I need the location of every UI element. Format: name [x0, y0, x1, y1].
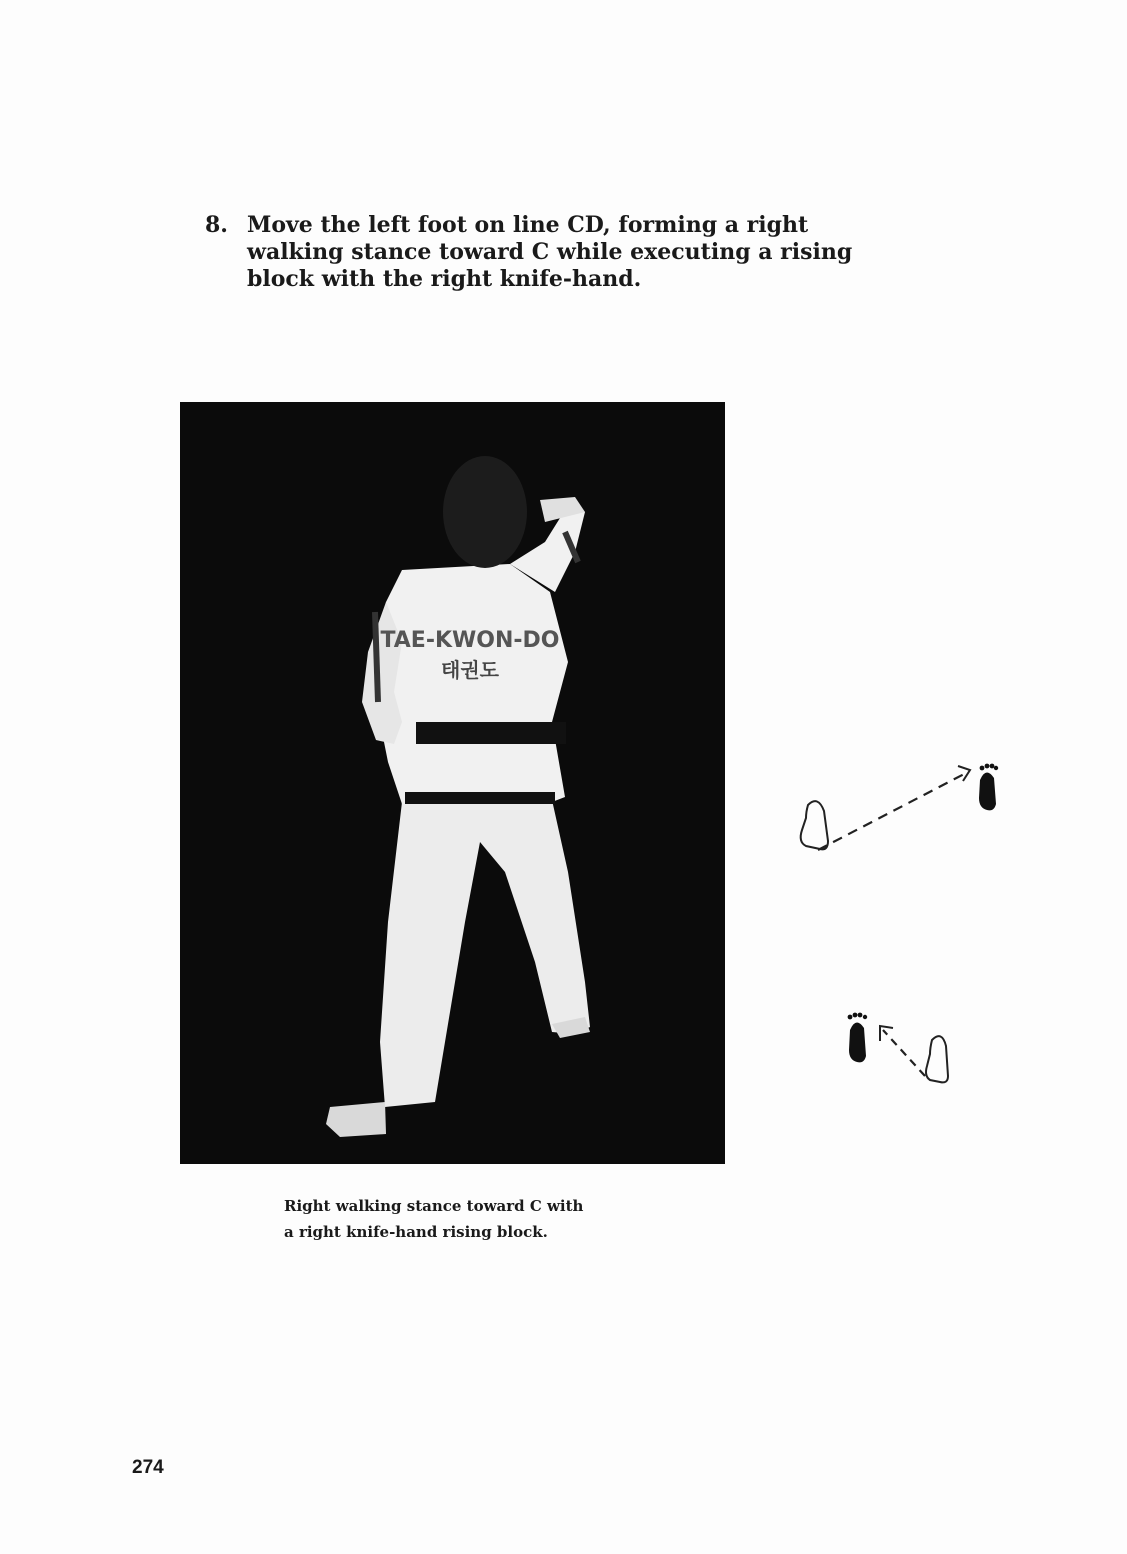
dashed-arrow-bottom	[883, 1030, 925, 1076]
step-number: 8.	[205, 212, 228, 238]
caption-line-1: Right walking stance toward C with	[284, 1197, 584, 1215]
outline-right-footprint-bottom	[926, 1036, 948, 1082]
taekwondo-photo	[180, 402, 725, 1164]
solid-right-footprint-top	[979, 764, 998, 811]
step-instruction	[205, 212, 895, 293]
dashed-arrow-top	[818, 772, 968, 850]
step-text: Move the left foot on line CD, forming a right walking stance toward C while executing a rising block with the right knife-hand.	[247, 212, 853, 292]
back-lettering: TAE-KWON-DO	[380, 628, 560, 653]
outline-left-footprint-top	[801, 801, 828, 849]
caption-line-2: a right knife-hand rising block.	[284, 1223, 548, 1241]
page-number: 274	[132, 1457, 164, 1478]
photo-caption	[284, 1193, 664, 1245]
solid-left-footprint-bottom	[848, 1013, 868, 1063]
footwork-diagram	[780, 750, 1020, 1100]
back-hangul: 태권도	[441, 658, 499, 682]
